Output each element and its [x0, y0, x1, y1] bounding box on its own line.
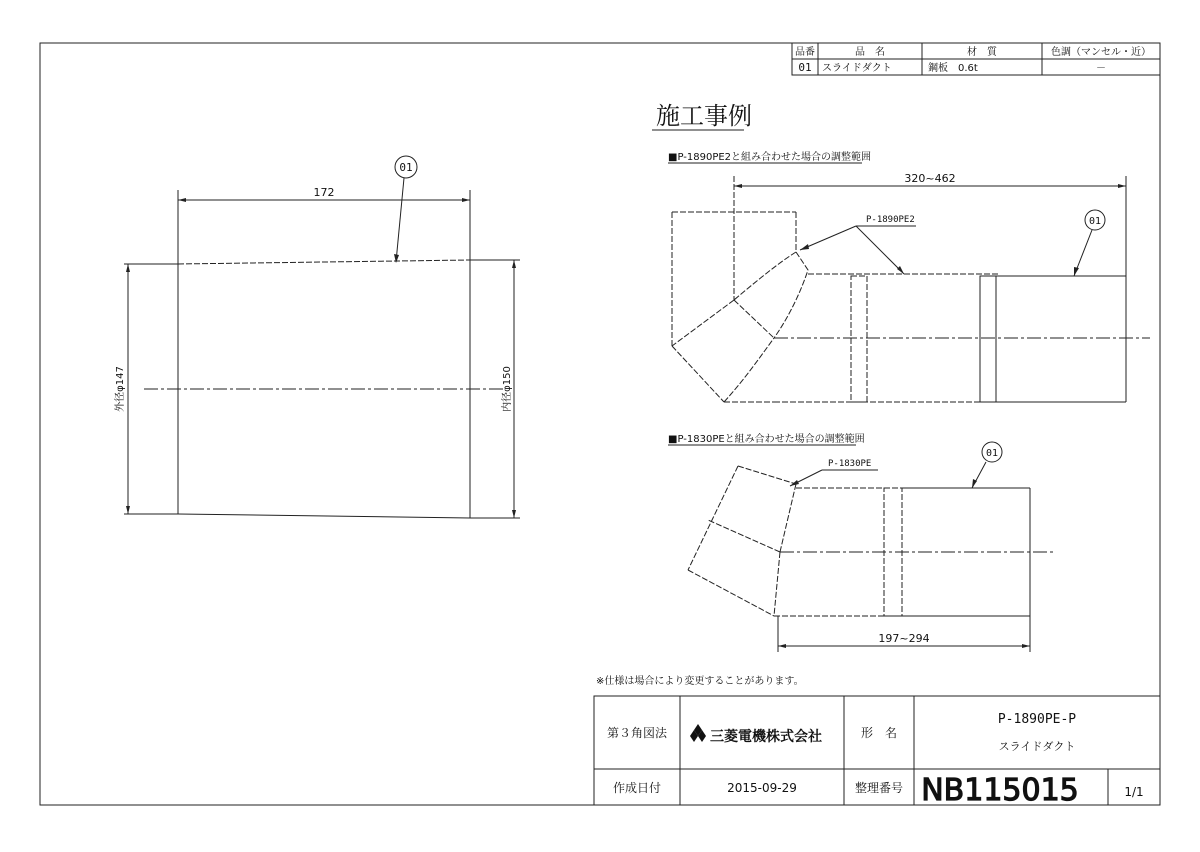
company-name: 三菱電機株式会社: [710, 729, 822, 745]
page-number: 1/1: [1124, 785, 1144, 799]
example1-balloon-label: 01: [1088, 216, 1102, 227]
parts-cell-number: 01: [798, 61, 812, 74]
example2-callout-label: P-1830PE: [828, 459, 872, 469]
example1-assembly: [672, 176, 1150, 402]
main-arrowheads: [126, 198, 516, 518]
product-name: スライドダクト: [998, 740, 1076, 753]
example2-assembly: [688, 442, 1056, 652]
parts-cell-name: スライドダクト: [822, 63, 892, 74]
example2-balloon-label: 01: [985, 448, 999, 459]
date-label: 作成日付: [612, 781, 662, 795]
spec-change-note: ※仕様は場合により変更することがあります。: [596, 676, 804, 687]
example2-heading: ■P-1830PEと組み合わせた場合の調整範囲: [668, 434, 865, 445]
mitsubishi-logo-icon: [690, 724, 706, 742]
reference-label: 整理番号: [854, 781, 904, 795]
creation-date: 2015-09-29: [727, 781, 797, 795]
example1-callout-label: P-1890PE2: [866, 215, 915, 225]
example2-range-dimension: 197~294: [878, 632, 930, 645]
reference-number: NB115015: [921, 773, 1079, 808]
parts-header-name: 品 名: [855, 47, 885, 58]
example1-range-dimension: 320~462: [904, 172, 956, 185]
model-number: P-1890PE-P: [997, 712, 1077, 727]
construction-example-title: 施工事例: [656, 102, 752, 130]
parts-cell-material: 鋼板 0.6t: [928, 63, 978, 74]
example2-arrowheads: [778, 479, 1030, 648]
parts-header-material: 材 質: [967, 47, 997, 58]
parts-header-color: 色調（マンセル・近）: [1051, 47, 1151, 58]
main-duct-view: [124, 156, 520, 518]
main-outer-diameter: 外径φ147: [115, 366, 126, 412]
projection-method: 第３角図法: [606, 726, 668, 740]
model-label: 形 名: [860, 726, 898, 740]
main-inner-diameter: 内径φ150: [502, 366, 513, 412]
sheet-border: [40, 43, 1160, 805]
example1-heading: ■P-1890PE2と組み合わせた場合の調整範囲: [668, 152, 872, 163]
parts-header-number: 品番: [795, 47, 815, 58]
main-balloon-label: 01: [399, 161, 413, 174]
main-width-dimension: 172: [313, 186, 335, 199]
example1-arrowheads: [734, 184, 1126, 276]
parts-cell-color: －: [1096, 63, 1106, 74]
